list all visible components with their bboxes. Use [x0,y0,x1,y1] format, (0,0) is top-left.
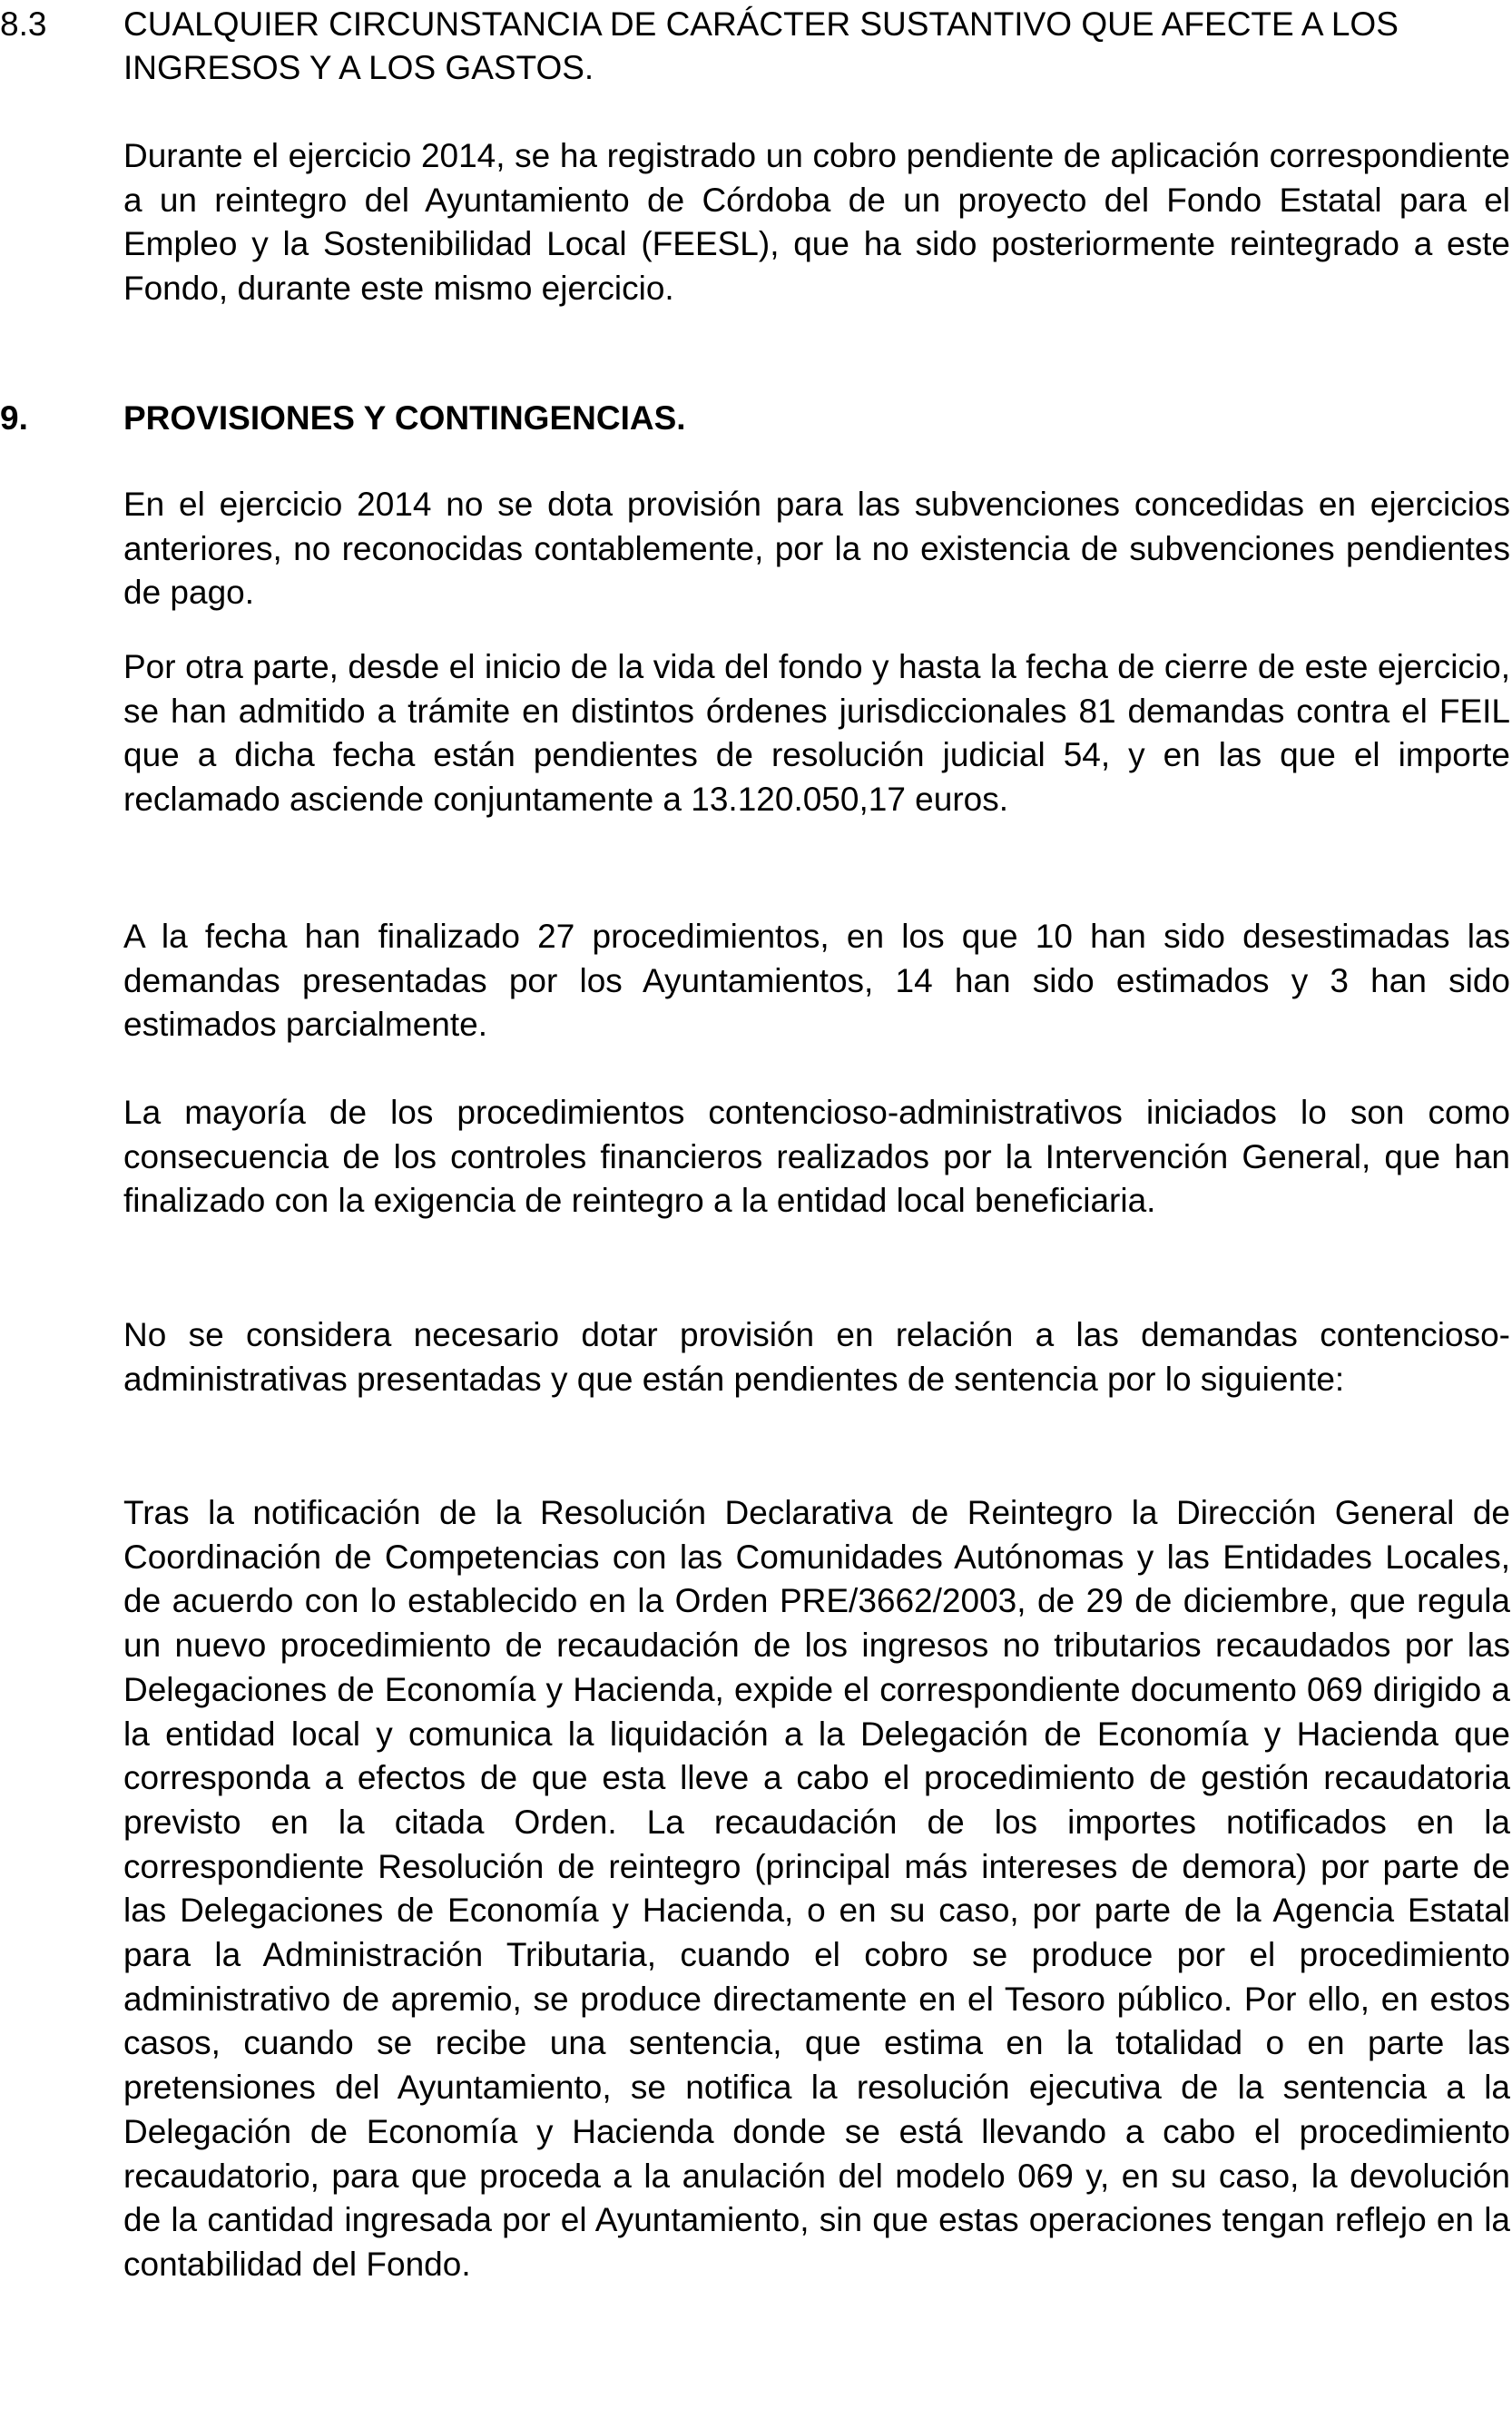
paragraph-resolucion-reintegro: Tras la notificación de la Resolución Declarativa de Reintegro la Dirección General de Coordinación de Competencias con las Comunidades Autónomas y las Entidades Locales, de acuerdo con lo establecido en la Orden PRE/3662/2003, de 29 de diciembre, que regula un nuevo procedimiento de recaudación de los ingresos no tributarios recaudados por las Delegaciones de Economía y Hacienda, expide el correspondiente documento 069 dirigido a la entidad local y comunica la liquidación a la Delegación de Economía y Hacienda que corresponda a efectos de que esta lleve a cabo el procedimiento de gestión recaudatoria previsto en la citada Orden. La recaudación de los importes notificados en la correspondiente Resolución de reintegro (principal más intereses de demora) por parte de las Delegaciones de Economía y Hacienda, o en su caso, por parte de la Agencia Estatal para la Administración Tributaria, cuando el cobro se produce por el procedimiento administrativo de apremio, se produce directamente en el Tesoro público. Por ello, en estos casos, cuando se recibe una sentencia, que estima en la totalidad o en parte las pretensiones del Ayuntamiento, se notifica la resolución ejecutiva de la sentencia a la Delegación de Economía y Hacienda donde se está llevando a cabo el procedimiento recaudatorio, para que proceda a la anulación del modelo 069 y, en su caso, la devolución de la cantidad ingresada por el Ayuntamiento, sin que estas operaciones tengan reflejo en la contabilidad del Fondo. [123,1494,1510,2283]
section-number: 8.3 [0,5,47,43]
paragraph-demandas: Por otra parte, desde el inicio de la vida del fondo y hasta la fecha de cierre de este ejercicio, se han admitido a trámite en distintos órdenes jurisdiccionales 81 demandas contra el FEIL que a dicha fecha están pendientes de resolución judicial 54, y en las que el importe reclamado asciende conjuntamente a 13.120.050,17 euros. [123,648,1510,819]
section-title: CUALQUIER CIRCUNSTANCIA DE CARÁCTER SUSTANTIVO QUE AFECTE A LOS INGRESOS Y A LOS GASTOS. [123,5,1399,86]
paragraph-procedimientos-finalizados: A la fecha han finalizado 27 procedimientos, en los que 10 han sido desestimadas las demandas presentadas por los Ayuntamientos, 14 han sido estimados y 3 han sido estimados parcialmente. [123,918,1510,1044]
section-8-3-paragraph: Durante el ejercicio 2014, se ha registrado un cobro pendiente de aplicación correspondiente a un reintegro del Ayuntamiento de Córdoba de un proyecto del Fondo Estatal para el Empleo y la Sostenibilidad Local (FEESL), que ha sido posteriormente reintegrado a este Fondo, durante este mismo ejercicio. [123,137,1510,308]
section-number: 9. [0,399,28,437]
paragraph-provision: En el ejercicio 2014 no se dota provisión para las subvenciones concedidas en ejercicios anteriores, no reconocidas contablemente, por la no existencia de subvenciones pendientes de pago. [123,486,1510,612]
paragraph-controles-financieros: La mayoría de los procedimientos contencioso-administrativos iniciados lo son como consecuencia de los controles financieros realizados por la Intervención General, que han finalizado con la exigencia de reintegro a la entidad local beneficiaria. [123,1094,1510,1220]
paragraph-no-provision: No se considera necesario dotar provisión en relación a las demandas contencioso-administrativas presentadas y que están pendientes de sentencia por lo siguiente: [123,1316,1510,1398]
section-title: PROVISIONES Y CONTINGENCIAS. [123,399,686,437]
